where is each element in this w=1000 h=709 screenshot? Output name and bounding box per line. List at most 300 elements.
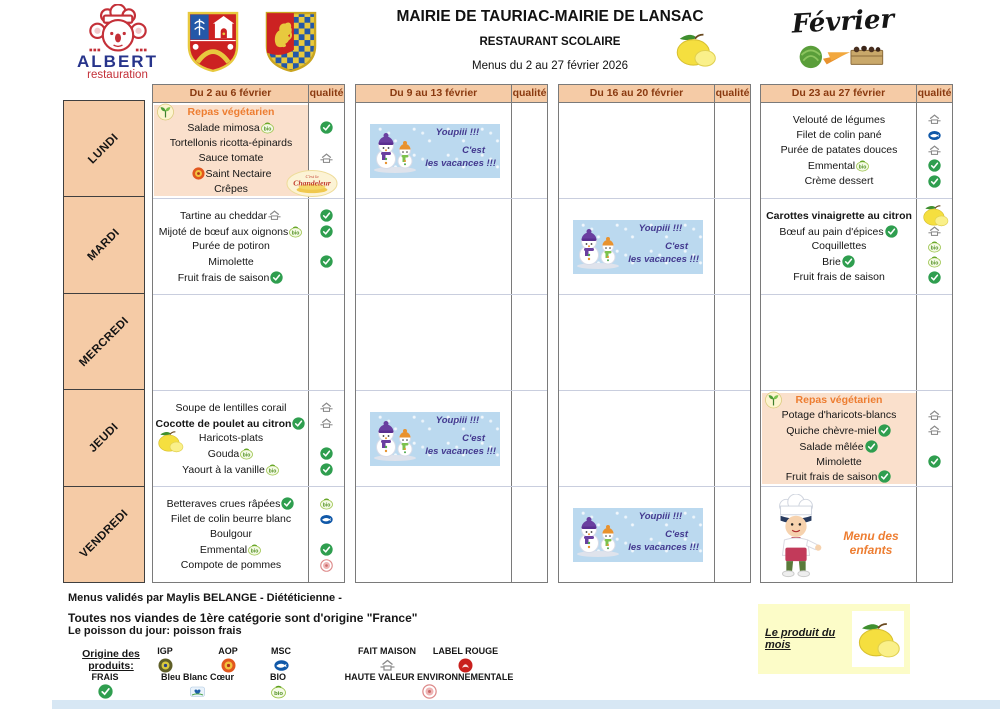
legend-item-hve [343,672,515,701]
menu-cell [559,199,750,295]
hve-icon [422,684,437,699]
frais-icon [928,271,941,284]
month-label: Février [791,4,895,40]
menu-item-text: Purée de patates douces [780,144,898,157]
bio-icon [928,255,941,268]
week-header [356,85,547,103]
quality-cell [309,121,344,134]
brand-name: ALBERT [77,52,158,71]
day-label-lundi [64,101,144,197]
day-label-mercredi [64,294,144,390]
menu-item-text: Compote de pommes [180,559,282,572]
legend-item-fm [348,646,426,675]
vacation-line3: les vacances !!! [425,445,496,457]
menu-item [153,271,309,284]
page-edge-strip [52,700,1000,709]
menu-item [761,409,917,421]
aop-icon [192,167,205,180]
week-header [761,85,952,103]
menu-item-text: Quiche chèvre-miel [786,425,877,438]
meat-origin-note: Toutes nos viandes de 1ère catégorie sont d'origine "France" [68,611,418,625]
week-header-label: Du 16 au 20 février [559,85,715,102]
vacation-line1: Youpiii !!! [435,126,480,138]
menu-item [153,513,309,525]
menu-row [153,254,344,269]
frais-icon [842,255,855,268]
menu-row [761,469,952,484]
quality-column-divider [511,391,512,486]
menu-item-text: Velouté de légumes [792,113,886,126]
quality-cell [309,463,344,476]
vacation-banner [573,220,703,274]
svg-text:bio: bio [268,468,277,475]
snowmen-icon [575,512,621,558]
snowmen-icon [575,224,621,270]
quality-column-divider [714,295,715,390]
quality-cell [917,255,952,268]
quality-cell [309,255,344,268]
menu-item-text: Filet de colin beurre blanc [170,513,292,526]
menu-cell [153,391,344,487]
svg-text:bio: bio [263,126,272,133]
menu-item-text: Purée de potiron [192,240,270,253]
frais-icon [292,417,305,430]
menu-item [153,463,309,476]
menu-row [761,158,952,173]
frais-icon [320,447,333,460]
menu-item-text: Haricots-plats [198,432,264,445]
svg-text:bio: bio [930,260,939,267]
menu-item-text: Sauce tomate [198,152,264,165]
menu-item [761,456,917,468]
menu-item-text: Salade mêlée [799,440,864,453]
product-of-month-label: Le produit du mois [765,627,836,651]
vacation-banner [370,412,500,466]
menu-item [153,497,309,510]
fm-icon [928,424,941,437]
menu-item-text: Cocotte de poulet au citron [155,417,292,430]
brand-tagline: restauration [87,69,148,81]
menu-item [761,271,917,283]
menu-row [153,558,344,573]
fm-icon [320,417,333,430]
menu-cell [356,103,547,199]
menu-row [153,208,344,223]
fm-icon [268,209,281,222]
bio-icon [248,543,261,556]
menu-item [761,424,917,437]
snowmen-icon [372,128,418,174]
frais-icon [865,440,878,453]
bbc-icon [190,684,205,699]
frais-icon [320,121,333,134]
quality-cell [309,543,344,556]
menu-item [153,543,309,556]
albert-restauration-logo [70,4,165,81]
vacation-line2: C'est [462,144,485,156]
svg-text:bio: bio [250,548,259,555]
legend-title: Origine des produits: [82,648,140,672]
legend-item-msc [261,646,301,675]
lemon-image [921,203,949,227]
menu-item-text: Fruit frais de saison [785,471,878,484]
snowmen-icon [372,416,418,462]
veg-icon [157,104,174,121]
fm-icon [928,409,941,422]
menu-item-text: Filet de colin pané [796,129,882,142]
menu-item-text: Yaourt à la vanille [182,463,265,476]
menu-rows [761,103,952,198]
veg-icon [765,392,782,409]
menu-row [761,127,952,142]
menu-row [761,392,952,407]
frais-icon [320,255,333,268]
menu-cell [559,487,750,582]
legend-icon [343,683,515,701]
lemon-image [156,429,184,453]
menu-row [153,511,344,526]
week-column [355,84,548,583]
quality-header-label: qualité [715,87,750,99]
menu-item-text: Saint Nectaire [205,168,272,181]
menu-cell [356,295,547,391]
frais-icon [928,455,941,468]
menu-cell [153,295,344,391]
menu-item-text: Soupe de lentilles corail [175,401,287,414]
menu-item-text: Coquillettes [811,240,867,253]
week-header-label: Du 23 au 27 février [761,85,917,102]
bio-icon [928,240,941,253]
quality-cell [917,271,952,284]
quality-cell [917,144,952,157]
menu-item [153,240,309,252]
kids-menu-label: Menu des enfants [843,529,899,557]
vacation-line1: Youpiii !!! [435,414,480,426]
frais-icon [281,497,294,510]
msc-icon [928,129,941,142]
quality-column-divider [511,103,512,198]
week-header [559,85,750,103]
validation-note: Menus validés par Maylis BELANGE - Diététicienne - [68,592,342,604]
menu-item [761,255,917,268]
menu-item [761,210,917,222]
fm-icon [320,152,333,165]
legend-label: IGP [157,646,173,656]
menu-item [761,175,917,187]
vacation-text [621,510,703,554]
quality-cell [917,113,952,126]
menu-cell [356,391,547,487]
week-column [558,84,751,583]
legend-item-bio [258,672,298,701]
menu-cell [761,487,952,582]
quality-column-divider [714,103,715,198]
msc-icon [274,658,289,673]
day-label-vendredi [64,487,144,582]
quality-column-divider [511,199,512,294]
lemon-image [673,28,717,70]
frais-icon [885,225,898,238]
quality-cell [917,240,952,253]
menu-cell [761,199,952,295]
menu-rows [153,487,344,582]
menu-item [761,225,917,238]
page-subtitle: RESTAURANT SCOLAIRE [479,36,621,48]
day-column [63,100,145,583]
menu-item [153,121,309,134]
menu-item-text: Fruit frais de saison [177,271,270,284]
vacation-line1: Youpiii !!! [638,222,683,234]
legend-item-bbc [150,672,245,701]
menu-item [153,106,309,118]
quality-cell [309,559,344,572]
menu-cell [761,295,952,391]
day-label-text: VENDREDI [77,507,131,561]
menu-item [761,440,917,453]
lr-icon [458,658,473,673]
fish-note: Le poisson du jour: poisson frais [68,625,242,637]
svg-text:bio: bio [273,690,283,697]
menu-item [761,470,917,483]
month-logo [783,2,903,76]
bio-icon [289,225,302,238]
menu-item [761,129,917,141]
quality-cell [309,513,344,526]
svg-text:bio: bio [322,502,331,509]
menu-row [153,120,344,135]
vacation-line3: les vacances !!! [425,157,496,169]
day-label-jeudi [64,390,144,486]
quality-cell [309,447,344,460]
week-header-label: Du 2 au 6 février [153,85,309,102]
menu-period: Menus du 2 au 27 février 2026 [472,60,628,72]
quality-header-label: qualité [917,87,952,99]
day-label-mardi [64,197,144,293]
menu-row [153,527,344,542]
menu-row [153,496,344,511]
hve-icon [320,559,333,572]
menu-item-text: Repas végétarien [187,106,275,119]
menu-cell [559,391,750,487]
menu-item-text: Betteraves crues râpées [166,498,281,511]
svg-text:bio: bio [291,229,300,236]
menu-item-text: Brie [822,256,841,269]
svg-text:Chandeleur: Chandeleur [293,178,331,188]
menu-row [761,423,952,438]
legend-label: FAIT MAISON [358,646,416,656]
menu-item [153,225,309,238]
legend-label: HAUTE VALEUR ENVIRONNEMENTALE [344,672,514,682]
quality-column-divider [511,295,512,390]
fm-icon [928,113,941,126]
bio-icon [266,463,279,476]
product-of-month-box [758,604,910,674]
quality-column-divider [714,391,715,486]
vacation-text [418,414,500,458]
quality-cell [309,401,344,414]
menu-cell [559,103,750,199]
igp-icon [158,658,173,673]
vacation-line1: Youpiii !!! [638,510,683,522]
menu-item-text: Mimolette [816,455,862,468]
quality-header-label: qualité [512,87,547,99]
legend-icon [258,683,298,701]
menu-cell [356,199,547,295]
menu-item-text: Tortellonis ricotta-épinards [169,136,293,149]
menu-row [761,254,952,269]
menu-item [761,394,917,406]
menu-item-text: Mimolette [208,255,254,268]
menu-row [761,408,952,423]
page-title: MAIRIE DE TAURIAC-MAIRIE DE LANSAC [396,8,704,25]
quality-cell [309,209,344,222]
fm-icon [928,144,941,157]
menu-rows [761,391,952,486]
menu-item-text: Salade mimosa [187,121,260,134]
menu-item [153,152,309,164]
legend-item-aop [208,646,248,675]
menu-cell [153,487,344,582]
vacation-line3: les vacances !!! [628,253,699,265]
menu-item-text: Tartine au cheddar [180,210,267,223]
menu-cell [761,391,952,487]
svg-text:bio: bio [242,452,251,459]
frais-icon [878,470,891,483]
fm-icon [320,401,333,414]
legend-label: AOP [218,646,238,656]
quality-cell [917,159,952,172]
quality-column-divider [511,487,512,582]
menu-item-text: Carottes vinaigrette au citron [766,209,912,222]
menu-cell [559,295,750,391]
menu-item-text: Emmental [199,544,248,557]
legend-label: BIO [269,672,286,682]
quality-column-divider [714,199,715,294]
menu-item-text: Mijoté de bœuf aux oignons [158,225,289,238]
menu-row [761,174,952,189]
week-header [153,85,344,103]
menu-cell [153,103,344,199]
menu-item [153,402,309,414]
lansac-coat-of-arms [264,10,318,74]
menu-row [153,400,344,415]
vacation-banner [370,124,500,178]
frais-icon [928,159,941,172]
menu-cell [153,199,344,295]
legend-label: MSC [271,646,291,656]
menu-item [153,528,309,540]
quality-header-label: qualité [309,87,344,99]
bio-icon [320,497,333,510]
week-column [152,84,345,583]
quality-column-divider [714,487,715,582]
menu-item-text: Fruit frais de saison [793,271,885,284]
day-label-text: MERCREDI [76,314,132,369]
legend-label: FRAIS [91,672,119,682]
menu-item [153,559,309,571]
day-label-text: LUNDI [86,131,122,167]
frais-icon [320,209,333,222]
quality-cell [309,497,344,510]
legend-item-lr [428,646,503,675]
quality-cell [917,129,952,142]
legend-icon [150,683,245,701]
menu-row [761,439,952,454]
bio-icon [261,121,274,134]
menu-item [761,144,917,156]
msc-icon [320,513,333,526]
vacation-text [621,222,703,266]
legend-label: Bleu Blanc Cœur [160,672,234,682]
tauriac-coat-of-arms [186,10,240,74]
vacation-line2: C'est [665,240,688,252]
frais-icon [320,225,333,238]
menu-row [153,104,344,119]
quality-cell [917,175,952,188]
koala-chef-icon [79,4,157,54]
legend-item-igp [145,646,185,675]
menu-cell [761,103,952,199]
menu-item-text: Crêpes [214,182,248,195]
menu-item-text: Crème dessert [804,175,874,188]
menu-row [153,223,344,238]
menu-row [761,143,952,158]
menu-row [153,135,344,150]
lemon-image [852,611,904,667]
menu-item-text: Repas végétarien [795,394,883,407]
legend-label: LABEL ROUGE [432,646,499,656]
vacation-line3: les vacances !!! [628,541,699,553]
menu-item [153,137,309,149]
menu-row [761,270,952,285]
legend-icon [85,683,125,701]
menu-row [153,151,344,166]
winter-vegetables-icon [791,42,896,70]
frais-icon [878,424,891,437]
quality-cell [309,152,344,165]
menu-rows [153,199,344,294]
fm-icon [380,658,395,673]
menu-item [761,159,917,172]
menu-row [761,239,952,254]
frais-icon [270,271,283,284]
bio-icon [271,684,286,699]
vacation-line2: C'est [665,528,688,540]
aop-icon [221,658,236,673]
frais-icon [98,684,113,699]
week-column [760,84,953,583]
vacation-banner [573,508,703,562]
menu-item-text: Gouda [207,448,240,461]
menu-row [153,270,344,285]
quality-column-divider [916,295,917,390]
svg-text:bio: bio [930,245,939,252]
chandeleur-badge [286,169,338,198]
bio-icon [856,159,869,172]
svg-text:bio: bio [858,164,867,171]
menu-item [153,256,309,268]
menu-item-text: Potage d'haricots-blancs [781,409,897,422]
quality-cell [917,455,952,468]
menu-item [761,240,917,252]
quality-column-divider [308,295,309,390]
menu-item [761,114,917,126]
menu-row [761,112,952,127]
menu-item [153,417,309,430]
menu-item-text: Bœuf au pain d'épices [779,225,884,238]
menu-item-text: Boulgour [209,528,253,541]
day-label-text: MARDI [85,226,123,264]
